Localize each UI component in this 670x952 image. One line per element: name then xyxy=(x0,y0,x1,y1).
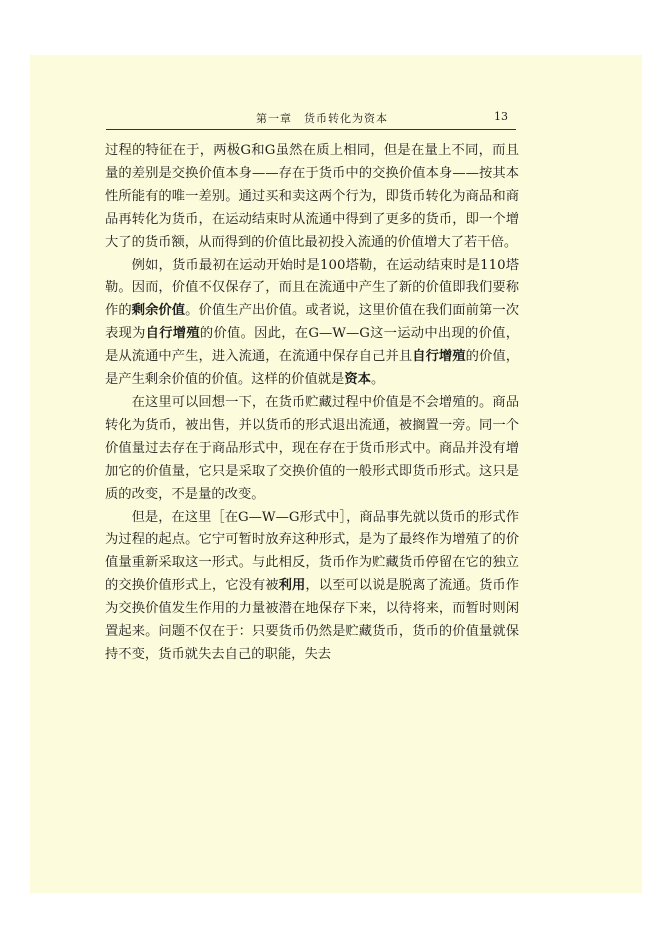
running-header xyxy=(106,107,516,130)
emphasis-term: 剩余价值 xyxy=(131,303,186,319)
emphasis-term: 利用 xyxy=(278,578,306,594)
text-run: ，以至可以说是脱离了流通。货币作为交换价值发生作用的力量被潜在地保存下来，以待将来，而暂时则闲置起来。问题不仅在于：只要货币仍然是贮藏货币，货币的价值量就保持不变，货币就失去自己的职能，失去 xyxy=(105,578,520,662)
paragraph-3 xyxy=(105,392,519,507)
text-run: 的价值。因此，在G—W—G这一运动中出现的价值，是从流通中产生，进入流通，在流通中保存自己并且 xyxy=(105,326,519,365)
body-text xyxy=(105,140,519,667)
text-run: 过程的特征在于，两极G和G虽然在质上相同，但是在量上不同，而且量的差别是交换价值本身——存在于货币中的交换价值本身——按其本性所能有的唯一差别。通过买和卖这两个行为，即货币转化为商品和商品再转化为货币，在运动结束时从流通中得到了更多的货币，即一个增大了的货币额，从而得到的价值比最初投入流通的价值增大了若干倍。 xyxy=(105,143,519,250)
text-run: 但是，在这里［在G—W—G形式中］，商品事先就以货币的形式作为过程的起点。它宁可暂时放弃这种形式，是为了最终作为增殖了的价值量重新采取这一形式。与此相反，货币作为贮藏货币停留在它的独立的交换价值形式上，它没有被 xyxy=(105,509,519,594)
emphasis-term: 自行增殖 xyxy=(412,349,466,365)
text-run: 。价值生产出价值。或者说，这里价值在我们面前第一次表现为 xyxy=(105,303,520,342)
emphasis-term: 自行增殖 xyxy=(145,326,200,342)
text-run: 在这里可以回想一下，在货币贮藏过程中价值是不会增殖的。商品转化为货币，被出售，并以货币的形式退出流通，被搁置一旁。同一个价值量过去存在于商品形式中，现在存在于货币形式中。商品并没有增加它的价值量，它只是采取了交换价值的一般形式即货币形式。这只是质的改变，不是量的改变。 xyxy=(105,394,519,502)
text-run: 的价值，是产生剩余价值的价值。这样的价值就是 xyxy=(105,349,520,388)
paragraph-2 xyxy=(105,255,519,392)
paragraph-4 xyxy=(105,507,519,667)
paragraph-1 xyxy=(105,140,519,255)
emphasis-term: 资本 xyxy=(344,372,371,388)
text-run: 。 xyxy=(370,372,385,388)
chapter-title: 第一章 货币转化为资本 xyxy=(256,112,388,125)
page-number: 13 xyxy=(494,110,508,123)
text-run: 例如，货币最初在运动开始时是100塔勒，在运动结束时是110塔勒。因而，价值不仅保存了，而且在流通中产生了新的价值即我们要称作的 xyxy=(105,257,519,319)
